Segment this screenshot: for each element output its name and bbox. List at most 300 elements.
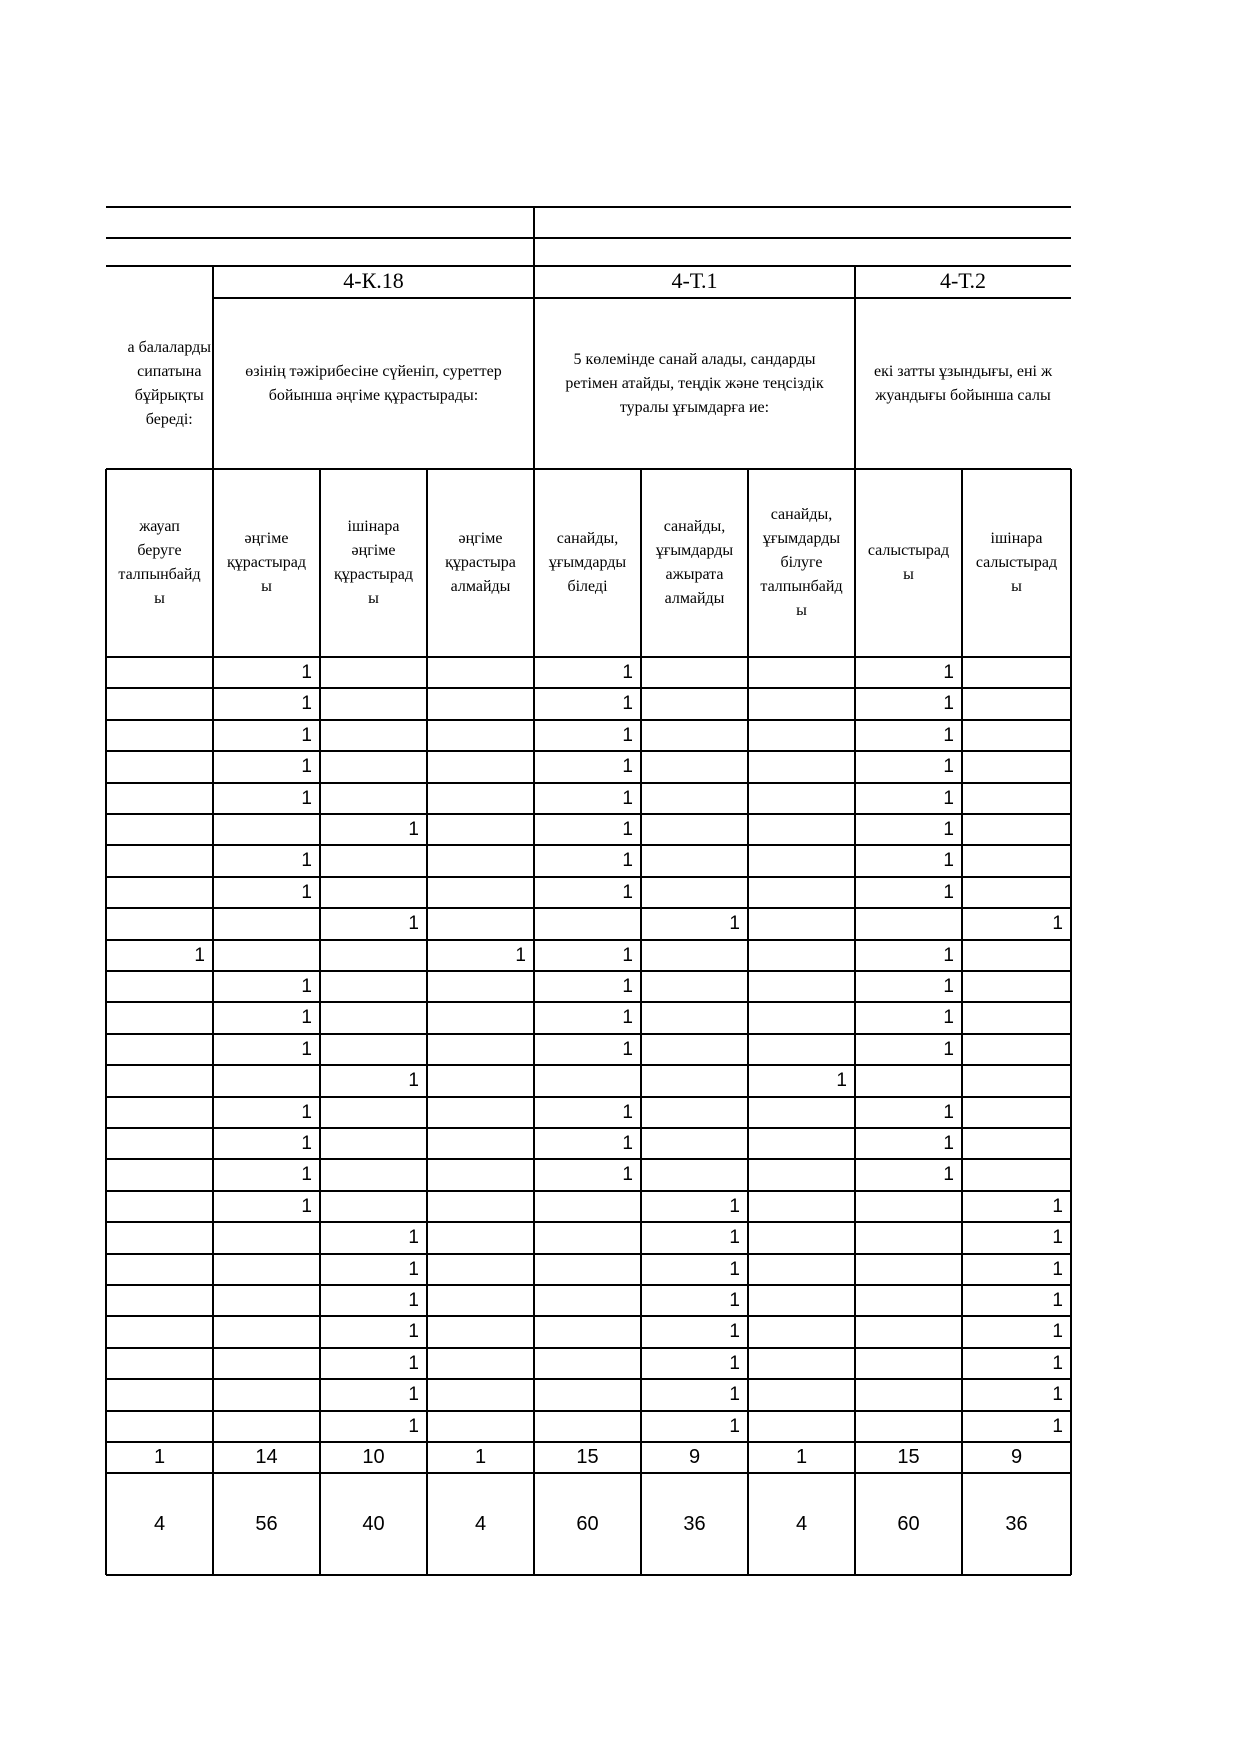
column-header-line: ұғымдарды xyxy=(762,530,841,547)
table-cell xyxy=(427,845,534,876)
table-cell: 1 xyxy=(943,881,954,903)
table-cell: 1 xyxy=(622,1133,633,1154)
table-cell xyxy=(748,720,855,751)
column-header xyxy=(962,469,1071,657)
table-cell xyxy=(320,751,427,782)
table-cell xyxy=(427,657,534,688)
table-cell xyxy=(641,1097,748,1128)
column-header-line: ажырата xyxy=(665,566,724,583)
column-header xyxy=(641,469,748,657)
table-cell: 1 xyxy=(301,1038,312,1060)
table-cell xyxy=(962,1159,1071,1190)
table-cell: 1 xyxy=(622,944,633,966)
table-cell xyxy=(641,940,748,971)
column-header-line: әңгіме xyxy=(351,542,396,559)
group-code: 4-К.18 xyxy=(343,268,404,293)
percent-cell: 4 xyxy=(795,1512,808,1535)
table-cell xyxy=(213,1348,320,1379)
table-cell xyxy=(748,940,855,971)
table-cell xyxy=(748,1034,855,1065)
table-cell: 1 xyxy=(729,1227,740,1249)
column-header-line: жауап xyxy=(139,518,180,535)
table-cell xyxy=(962,1002,1071,1033)
total-cell: 15 xyxy=(897,1446,920,1468)
table-cell xyxy=(213,1379,320,1410)
table-cell xyxy=(748,814,855,845)
table-cell xyxy=(962,814,1071,845)
percent-cell: 60 xyxy=(897,1512,920,1535)
table-cell: 1 xyxy=(408,1258,419,1280)
table-cell: 1 xyxy=(943,756,954,778)
table-cell xyxy=(213,1411,320,1442)
table-cell xyxy=(534,1254,641,1285)
column-header-line: әңгіме xyxy=(244,530,289,547)
table-cell xyxy=(320,971,427,1002)
description-line: бойынша әңгіме құрастырады: xyxy=(268,386,479,404)
group-description-text xyxy=(245,360,502,408)
table-cell xyxy=(106,1097,213,1128)
table-cell xyxy=(106,1065,213,1096)
description-line: сипатына xyxy=(137,362,202,380)
table-cell xyxy=(427,1222,534,1253)
table-cell xyxy=(213,814,320,845)
total-cell: 1 xyxy=(795,1446,808,1468)
table-cell xyxy=(855,1285,962,1316)
table-cell: 1 xyxy=(408,1321,419,1343)
column-header-line: талпынбайд xyxy=(760,578,843,595)
table-cell xyxy=(427,783,534,814)
total-cell: 1 xyxy=(474,1446,487,1468)
table-cell xyxy=(855,1065,962,1096)
table-cell xyxy=(641,751,748,782)
table-cell: 1 xyxy=(622,1101,633,1123)
table-cell xyxy=(213,1285,320,1316)
table-cell xyxy=(320,783,427,814)
table-cell xyxy=(748,1316,855,1347)
table-cell xyxy=(855,1379,962,1410)
table-cell: 1 xyxy=(943,787,954,809)
table-cell xyxy=(962,845,1071,876)
table-cell xyxy=(320,1097,427,1128)
table-cell xyxy=(106,1034,213,1065)
table-cell xyxy=(534,1285,641,1316)
table-cell xyxy=(534,1379,641,1410)
header-rule-1 xyxy=(106,206,1071,208)
description-line: туралы ұғымдарға ие: xyxy=(619,398,770,416)
table-cell xyxy=(320,688,427,719)
table-cell xyxy=(748,971,855,1002)
table-cell xyxy=(534,1191,641,1222)
column-header-line: беруге xyxy=(137,542,182,559)
table-cell: 1 xyxy=(301,1101,312,1123)
table-cell xyxy=(106,1254,213,1285)
table-cell: 1 xyxy=(408,1070,419,1092)
table-cell xyxy=(641,1128,748,1159)
percent-cell: 36 xyxy=(1005,1512,1028,1535)
table-cell: 1 xyxy=(301,756,312,778)
group-description xyxy=(857,298,1069,469)
column-header-line: құрастырад xyxy=(227,554,306,571)
table-cell xyxy=(534,1411,641,1442)
table-cell xyxy=(320,1002,427,1033)
table-cell: 1 xyxy=(622,1007,633,1029)
table-cell: 1 xyxy=(408,819,419,840)
table-cell xyxy=(748,1222,855,1253)
table-cell xyxy=(213,1065,320,1096)
table-cell: 1 xyxy=(1052,913,1063,935)
table-cell xyxy=(534,1316,641,1347)
table-cell: 1 xyxy=(301,1195,312,1217)
table-cell xyxy=(962,1097,1071,1128)
column-header xyxy=(106,469,213,657)
table-cell: 1 xyxy=(622,787,633,809)
table-cell xyxy=(106,1411,213,1442)
table-cell: 1 xyxy=(301,881,312,903)
description-line: береді: xyxy=(145,410,193,428)
column-header-line: ұғымдарды xyxy=(655,542,734,559)
table-cell xyxy=(320,1128,427,1159)
table-cell xyxy=(106,657,213,688)
table-cell xyxy=(641,814,748,845)
table-cell xyxy=(748,1285,855,1316)
table-cell xyxy=(106,814,213,845)
percent-cell: 4 xyxy=(153,1512,166,1535)
group-code: 4-Т.2 xyxy=(939,268,987,293)
table-cell: 1 xyxy=(729,1195,740,1217)
percent-cell: 36 xyxy=(683,1512,706,1535)
table-cell: 1 xyxy=(622,693,633,715)
header-rule-2 xyxy=(106,237,1071,239)
table-cell: 1 xyxy=(301,1164,312,1186)
column-header xyxy=(748,469,855,657)
table-cell xyxy=(962,1128,1071,1159)
percent-cell: 60 xyxy=(576,1512,599,1535)
table-cell xyxy=(320,940,427,971)
table-cell xyxy=(427,1159,534,1190)
table-cell xyxy=(427,1348,534,1379)
table-cell: 1 xyxy=(729,1352,740,1374)
description-line: бұйрықты xyxy=(134,386,204,404)
table-cell xyxy=(748,751,855,782)
table-cell: 1 xyxy=(622,1164,633,1186)
table-cell xyxy=(855,1316,962,1347)
table-cell xyxy=(534,1348,641,1379)
table-cell xyxy=(106,845,213,876)
table-cell xyxy=(320,1034,427,1065)
column-header-line: санайды, xyxy=(556,530,619,547)
table-cell xyxy=(534,908,641,939)
column-header-line: ішінара xyxy=(347,518,400,535)
column-header-line: білуге xyxy=(780,554,823,571)
group-description xyxy=(108,298,211,469)
table-cell: 1 xyxy=(622,662,633,683)
table-cell: 1 xyxy=(1052,1227,1063,1249)
table-cell: 1 xyxy=(943,1007,954,1029)
table-cell xyxy=(106,1348,213,1379)
table-cell: 1 xyxy=(1052,1258,1063,1280)
table-cell xyxy=(748,783,855,814)
description-line: а балаларды xyxy=(127,338,211,356)
table-cell xyxy=(641,720,748,751)
column-header xyxy=(534,469,641,657)
group-description-text xyxy=(874,360,1052,408)
percent-cell: 40 xyxy=(362,1512,385,1535)
table-cell xyxy=(962,971,1071,1002)
table-cell xyxy=(748,688,855,719)
table-cell: 1 xyxy=(622,756,633,778)
table-cell: 1 xyxy=(622,850,633,872)
table-cell: 1 xyxy=(408,913,419,935)
table-cell: 1 xyxy=(1052,1384,1063,1406)
table-cell xyxy=(748,1411,855,1442)
column-header-line: санайды, xyxy=(663,518,726,535)
table-cell xyxy=(213,1254,320,1285)
total-cell: 1 xyxy=(153,1446,166,1468)
table-cell xyxy=(962,877,1071,908)
column-header xyxy=(427,469,534,657)
table-cell xyxy=(748,1379,855,1410)
table-cell: 1 xyxy=(943,662,954,683)
table-cell xyxy=(106,751,213,782)
table-cell xyxy=(748,1348,855,1379)
column-header-line: алмайды xyxy=(664,590,725,607)
column-header xyxy=(213,469,320,657)
column-header-line: ы xyxy=(1011,578,1022,595)
table-cell xyxy=(748,1097,855,1128)
description-line: 5 көлемінде санай алады, сандарды xyxy=(573,350,816,368)
table-cell xyxy=(641,688,748,719)
table-cell xyxy=(106,1222,213,1253)
table-cell xyxy=(962,1034,1071,1065)
table-cell xyxy=(106,1159,213,1190)
table-cell xyxy=(748,1128,855,1159)
table-cell xyxy=(320,1159,427,1190)
column-header-line: ы xyxy=(796,602,807,619)
column-header-line: әңгіме xyxy=(458,530,503,547)
table-cell xyxy=(641,971,748,1002)
table-cell: 1 xyxy=(515,944,526,966)
table-cell: 1 xyxy=(1052,1415,1063,1437)
table-cell xyxy=(213,940,320,971)
table-cell xyxy=(641,877,748,908)
table-cell xyxy=(748,845,855,876)
group-description xyxy=(215,298,532,469)
table-cell xyxy=(962,783,1071,814)
table-cell: 1 xyxy=(194,944,205,966)
table-cell xyxy=(427,971,534,1002)
description-line: ретімен атайды, теңдік және теңсіздік xyxy=(565,374,824,392)
table-cell: 1 xyxy=(943,944,954,966)
table-cell xyxy=(106,688,213,719)
table-cell: 1 xyxy=(622,1038,633,1060)
table-cell xyxy=(962,657,1071,688)
table-cell xyxy=(855,908,962,939)
table-cell: 1 xyxy=(943,724,954,746)
table-cell: 1 xyxy=(836,1070,847,1092)
table-cell xyxy=(427,877,534,908)
table-cell xyxy=(748,657,855,688)
table-cell xyxy=(106,1191,213,1222)
table-cell: 1 xyxy=(301,693,312,715)
column-header xyxy=(320,469,427,657)
table-cell xyxy=(106,908,213,939)
column-header-line: ы xyxy=(154,590,165,607)
table-cell xyxy=(748,1254,855,1285)
table-cell xyxy=(106,877,213,908)
column-header-line: ы xyxy=(261,578,272,595)
column-header-line: салыстырад xyxy=(867,542,950,559)
group-description xyxy=(536,298,853,469)
table-cell xyxy=(641,1159,748,1190)
table-cell xyxy=(962,688,1071,719)
column-header xyxy=(855,469,962,657)
table-cell xyxy=(427,1191,534,1222)
table-cell: 1 xyxy=(301,787,312,809)
table-cell: 1 xyxy=(1052,1352,1063,1374)
table-cell: 1 xyxy=(408,1384,419,1406)
table-cell xyxy=(855,1222,962,1253)
table-cell xyxy=(962,940,1071,971)
table-cell xyxy=(641,783,748,814)
table-cell xyxy=(534,1222,641,1253)
table-cell xyxy=(641,1065,748,1096)
table-cell xyxy=(748,1002,855,1033)
column-header-line: ы xyxy=(368,590,379,607)
table-cell xyxy=(213,1316,320,1347)
table-cell xyxy=(213,1222,320,1253)
table-cell xyxy=(427,1065,534,1096)
table-cell xyxy=(427,1034,534,1065)
table-cell xyxy=(748,908,855,939)
column-header-line: талпынбайд xyxy=(118,566,201,583)
table-cell xyxy=(855,1191,962,1222)
description-line: жуандығы бойынша салы xyxy=(875,386,1051,404)
group-description-text xyxy=(565,348,823,420)
description-line: өзінің тәжірибесіне сүйеніп, суреттер xyxy=(245,362,502,380)
table-cell xyxy=(427,1285,534,1316)
column-header-line: ұғымдарды xyxy=(548,554,627,571)
table-cell xyxy=(641,1002,748,1033)
column-header-line: құрастыра xyxy=(445,554,516,571)
table-cell: 1 xyxy=(622,881,633,903)
table-cell xyxy=(320,845,427,876)
table-cell: 1 xyxy=(301,1133,312,1154)
table-cell xyxy=(427,751,534,782)
column-header-line: ы xyxy=(903,566,914,583)
table-cell: 1 xyxy=(943,850,954,872)
column-header-line: санайды, xyxy=(770,506,833,523)
table-cell: 1 xyxy=(1052,1321,1063,1343)
table-cell: 1 xyxy=(622,819,633,840)
table-cell: 1 xyxy=(729,1258,740,1280)
table-cell: 1 xyxy=(622,976,633,997)
table-cell xyxy=(534,1065,641,1096)
percent-cell: 56 xyxy=(255,1512,278,1535)
group-description-text xyxy=(128,336,211,432)
table-cell xyxy=(320,877,427,908)
column-header-line: алмайды xyxy=(450,578,511,595)
table-cell: 1 xyxy=(943,1133,954,1154)
table-cell: 1 xyxy=(301,850,312,872)
table-cell xyxy=(748,1191,855,1222)
table-cell: 1 xyxy=(729,1384,740,1406)
table-cell xyxy=(427,1097,534,1128)
table-cell xyxy=(427,908,534,939)
total-cell: 15 xyxy=(576,1446,599,1468)
table-cell xyxy=(106,1002,213,1033)
table-cell: 1 xyxy=(729,1290,740,1311)
table-cell: 1 xyxy=(729,1415,740,1437)
table-cell: 1 xyxy=(301,1007,312,1029)
table-cell xyxy=(106,971,213,1002)
table-cell: 1 xyxy=(729,1321,740,1343)
table-cell xyxy=(106,783,213,814)
table-cell xyxy=(427,1379,534,1410)
table-cell xyxy=(962,1065,1071,1096)
column-header-line: салыстырад xyxy=(975,554,1058,571)
total-cell: 14 xyxy=(255,1446,278,1468)
table-cell: 1 xyxy=(943,1164,954,1186)
table-cell: 1 xyxy=(943,1038,954,1060)
total-cell: 9 xyxy=(688,1446,701,1468)
total-cell: 9 xyxy=(1010,1446,1023,1468)
table-cell xyxy=(855,1411,962,1442)
table-cell: 1 xyxy=(408,1352,419,1374)
table-cell: 1 xyxy=(408,1290,419,1311)
table-cell xyxy=(427,814,534,845)
total-cell: 10 xyxy=(362,1446,385,1468)
table-cell xyxy=(855,1348,962,1379)
table-cell xyxy=(427,1128,534,1159)
table-cell xyxy=(106,1379,213,1410)
column-header-line: біледі xyxy=(567,578,608,595)
table-cell xyxy=(106,720,213,751)
table-cell: 1 xyxy=(622,724,633,746)
table-cell xyxy=(641,657,748,688)
table-cell xyxy=(748,1159,855,1190)
table-cell xyxy=(641,845,748,876)
table-cell xyxy=(427,1254,534,1285)
table-cell: 1 xyxy=(408,1415,419,1437)
table-cell: 1 xyxy=(408,1227,419,1249)
table-cell xyxy=(427,720,534,751)
table-cell xyxy=(320,720,427,751)
table-cell xyxy=(106,1128,213,1159)
table-cell xyxy=(427,688,534,719)
table-cell: 1 xyxy=(301,976,312,997)
table-cell xyxy=(106,1316,213,1347)
table-cell: 1 xyxy=(943,1101,954,1123)
percent-cell: 4 xyxy=(474,1512,487,1535)
table-cell xyxy=(320,1191,427,1222)
table-cell xyxy=(213,908,320,939)
table-cell: 1 xyxy=(301,724,312,746)
table-cell xyxy=(427,1411,534,1442)
column-header-line: ішінара xyxy=(990,530,1043,547)
table-cell: 1 xyxy=(1052,1290,1063,1311)
table-cell xyxy=(962,720,1071,751)
table-cell xyxy=(427,1316,534,1347)
group-code: 4-Т.1 xyxy=(671,268,718,293)
column-header-line: құрастырад xyxy=(334,566,413,583)
table-cell: 1 xyxy=(301,662,312,683)
table-cell xyxy=(106,1285,213,1316)
table-cell: 1 xyxy=(729,913,740,935)
table-cell: 1 xyxy=(943,693,954,715)
table-cell xyxy=(748,877,855,908)
table-cell xyxy=(427,1002,534,1033)
table-cell xyxy=(855,1254,962,1285)
